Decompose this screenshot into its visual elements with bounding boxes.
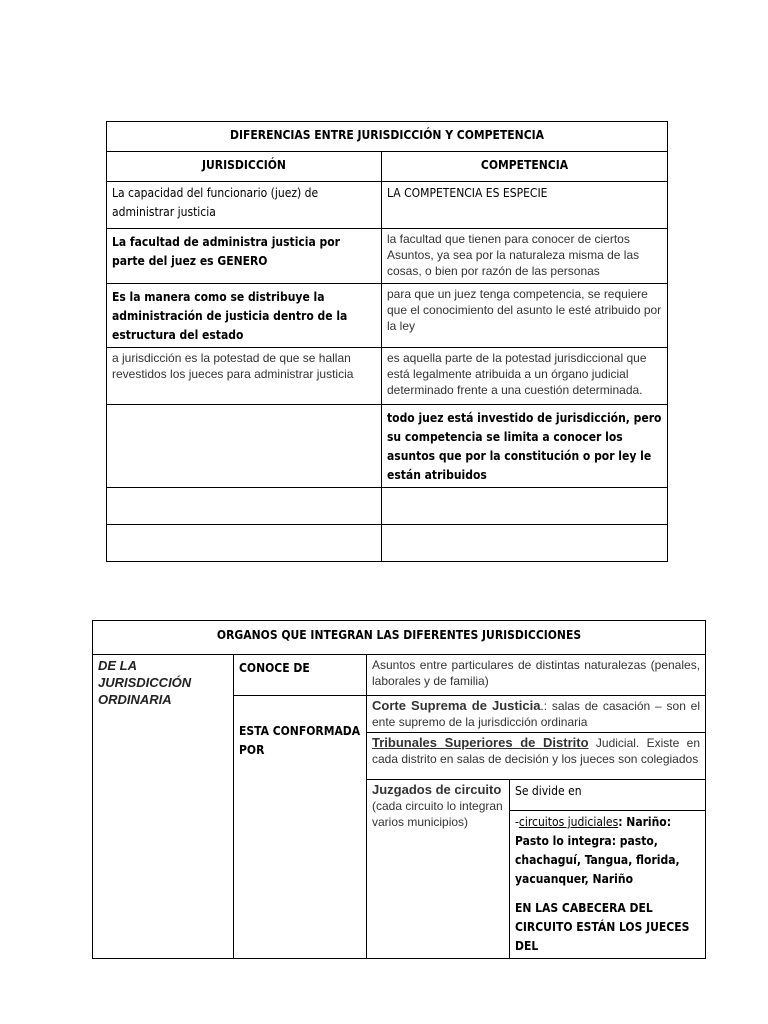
conoce-de-text: Asuntos entre particulares de distintas naturalezas (penales, laborales y de familia) bbox=[367, 655, 706, 696]
row3-competencia: para que un juez tenga competencia, se requiere que el conocimiento del asunto le esté atribuido por la ley bbox=[382, 284, 668, 348]
differences-table-title: DIFERENCIAS ENTRE JURISDICCIÓN Y COMPETENCIA bbox=[107, 122, 668, 152]
divide-cell bbox=[510, 780, 706, 959]
row6-jurisdiccion bbox=[107, 488, 382, 525]
row4-jurisdiccion: a jurisdicción es la potestad de que se hallan revestidos los jueces para administrar justicia bbox=[107, 348, 382, 405]
circuitos-text: : Nariño: Pasto lo integra: pasto, chachaguí, Tangua, florida, yacuanquer, Nariño bbox=[515, 815, 680, 886]
jurisdiccion-header: JURISDICCIÓN bbox=[107, 152, 382, 182]
corte-suprema-text: .: salas de casación – son el ente supremo de la jurisdicción ordinaria bbox=[372, 699, 701, 729]
conoce-de-label: CONOCE DE bbox=[234, 655, 367, 696]
juzgados-name: Juzgados de circuito bbox=[372, 782, 502, 797]
row7-competencia bbox=[382, 525, 668, 562]
row3-jurisdiccion: Es la manera como se distribuye la administración de justicia dentro de la estructura del estado bbox=[107, 284, 382, 348]
row2-competencia: la facultad que tienen para conocer de ciertos Asuntos, ya sea por la naturaleza misma de las cosas, o bien por razón de las personas bbox=[382, 229, 668, 284]
juzgados-cell bbox=[367, 780, 510, 959]
row1-competencia: LA COMPETENCIA ES ESPECIE bbox=[382, 182, 668, 229]
row6-competencia bbox=[382, 488, 668, 525]
divide-label: Se divide en bbox=[510, 780, 705, 811]
row5-jurisdiccion bbox=[107, 405, 382, 488]
corte-suprema-cell bbox=[367, 696, 706, 733]
row1-jurisdiccion: La capacidad del funcionario (juez) de administrar justicia bbox=[107, 182, 382, 229]
tribunales-cell bbox=[367, 733, 706, 780]
tribunales-text: Judicial. Existe en cada distrito en salas de decisión y los jueces son colegiados bbox=[372, 736, 701, 766]
jurisdiccion-ordinaria-label: DE LA JURISDICCIÓN ORDINARIA bbox=[93, 655, 234, 959]
competencia-header: COMPETENCIA bbox=[382, 152, 668, 182]
organs-table-title: ORGANOS QUE INTEGRAN LAS DIFERENTES JURISDICCIONES bbox=[93, 621, 706, 655]
tribunales-name: Tribunales Superiores de Distrito bbox=[372, 735, 589, 750]
conformada-por-label: ESTA CONFORMADA POR bbox=[234, 696, 367, 959]
circuitos-name: circuitos judiciales bbox=[518, 815, 619, 829]
row5-competencia: todo juez está investido de jurisdicción, pero su competencia se limita a conocer los asuntos que por la constitución o por ley le están atribuidos bbox=[382, 405, 668, 488]
corte-suprema-name: Corte Suprema de Justicia bbox=[372, 698, 541, 713]
circuitos-prefix: - bbox=[515, 815, 519, 829]
row2-jurisdiccion: La facultad de administra justicia por parte del juez es GENERO bbox=[107, 229, 382, 284]
row4-competencia: es aquella parte de la potestad jurisdiccional que está legalmente atribuida a un órgano judicial determinado frente a una cuestión determinada. bbox=[382, 348, 668, 405]
row7-jurisdiccion bbox=[107, 525, 382, 562]
organs-table bbox=[92, 620, 706, 959]
juzgados-text: (cada circuito lo integran varios municipios) bbox=[372, 799, 503, 829]
cabecera-text: EN LAS CABECERA DEL CIRCUITO ESTÁN LOS JUECES DEL bbox=[515, 901, 690, 953]
differences-table bbox=[106, 121, 668, 562]
circuitos-block bbox=[510, 811, 705, 958]
